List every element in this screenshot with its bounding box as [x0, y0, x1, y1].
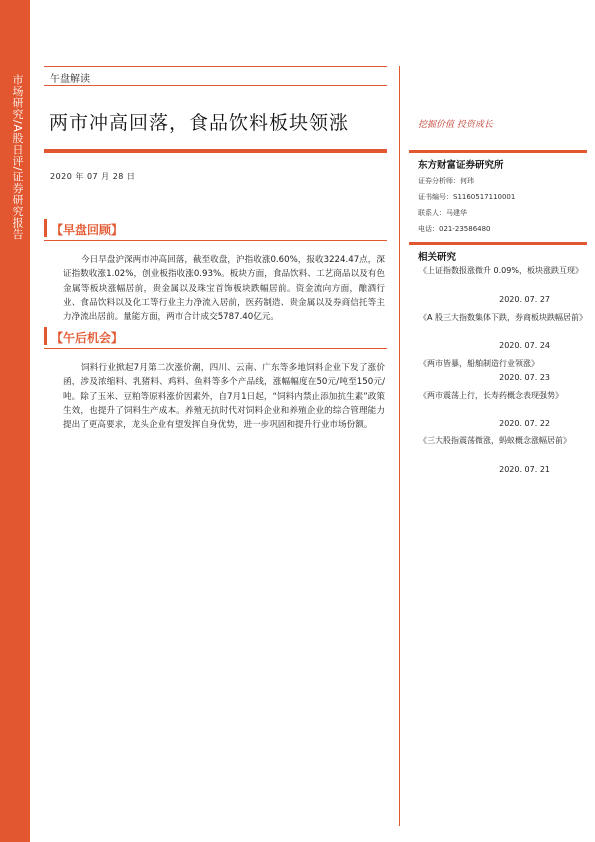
related-rule	[409, 242, 587, 245]
phone-info: 电话：021-23586480	[418, 225, 491, 233]
report-date: 2020 年 07 月 28 日	[50, 172, 136, 181]
related-item-date: 2020. 07. 21	[499, 465, 550, 474]
related-item-date: 2020. 07. 27	[499, 295, 550, 304]
related-item-date: 2020. 07. 24	[499, 341, 550, 350]
section-rule	[44, 348, 387, 349]
analyst-info: 证券分析师：何玮	[418, 177, 474, 185]
report-category-label: 市场研究/A股日评/证券研究报告	[11, 74, 24, 240]
related-item[interactable]: 《两市震荡上行，长寿药概念表现强势》	[419, 391, 563, 400]
section-body-afternoon: 饲料行业掀起7月第二次涨价潮，四川、云南、广东等多地饲料企业下发了涨价函，涉及浓缩料、乳猪料、鸡料、鱼料等多个产品线，涨幅幅度在50元/吨至150元/吨。除了玉米、豆粕等原料涨价因素外，自7月1日起，“饲料内禁止添加抗生素”政策生效，也提升了饲料生产成本。养殖无抗时代对饲料企业和养殖企业的综合管理能力提出了更高要求，龙头企业有望发挥自身优势，进一步巩固和提升行业市场份额。	[63, 363, 385, 431]
section-rule	[44, 240, 387, 241]
header-rule-top	[44, 66, 387, 67]
related-item[interactable]: 《三大股指震荡微涨，蚂蚁概念涨幅居前》	[419, 436, 571, 445]
contact-info: 联系人：马建华	[418, 209, 467, 217]
header-rule-bottom	[44, 85, 387, 86]
page-title: 两市冲高回落，食品饮料板块领涨	[49, 112, 350, 134]
side-accent-bar	[0, 0, 30, 842]
related-item[interactable]: 《上证指数报涨微升 0.09%，板块涨跌互现》	[419, 266, 583, 275]
related-item[interactable]: 《两市皆暴，船舶制造行业领涨》	[419, 359, 539, 368]
related-item-date: 2020. 07. 23	[499, 373, 550, 382]
related-item[interactable]: 《A 股三大指数集体下跌，券商板块跌幅居前》	[419, 313, 588, 322]
report-type-tag: 午盘解读	[50, 74, 90, 85]
institute-rule	[409, 150, 587, 153]
section-heading-afternoon: 【午后机会】	[51, 331, 124, 345]
certificate-info: 证书编号：S1160517110001	[418, 193, 516, 201]
related-item-date: 2020. 07. 22	[499, 419, 550, 428]
section-body-morning: 今日早盘沪深两市冲高回落，截至收盘，沪指收涨0.60%，报收3224.47点，深证指数收涨1.02%，创业板指收涨0.93%。板块方面，食品饮料、工艺商品以及有色金属等板块涨幅居前，贵金属以及珠宝首饰板块跌幅居前。资金流向方面，酿酒行业、食品饮料以及化工等行业主力净流入居前，医药制造、贵金属以及券商信托等主力净流出居前。量能方面，两市合计成交5787.40亿元。	[63, 255, 385, 323]
related-heading: 相关研究	[418, 252, 457, 263]
title-rule	[44, 149, 387, 153]
section-heading-morning: 【早盘回顾】	[51, 223, 124, 237]
institute-name: 东方财富证券研究所	[418, 160, 504, 171]
column-divider	[399, 66, 400, 826]
brand-slogan: 挖掘价值 投资成长	[418, 120, 493, 130]
